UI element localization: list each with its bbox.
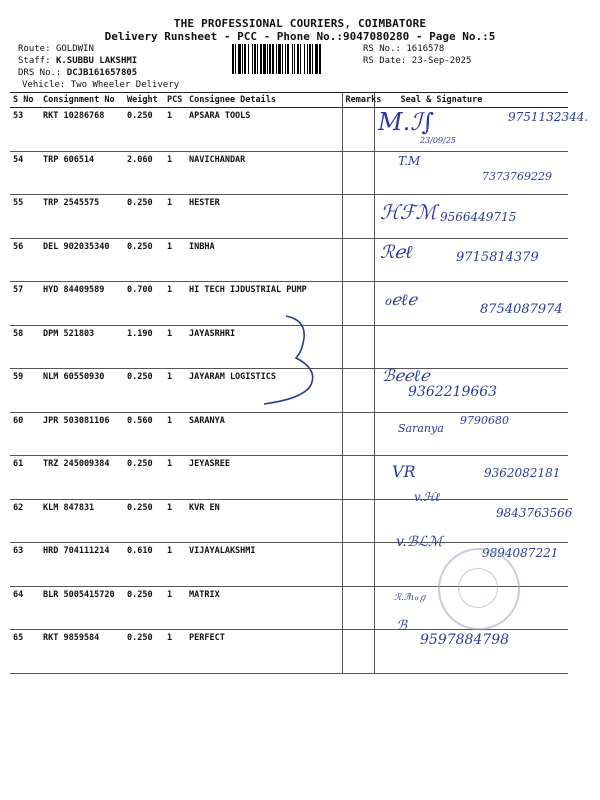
- signature-scribble: v.ℬℒℳ: [396, 534, 443, 550]
- handwritten-phone: 9751132344.: [508, 110, 589, 124]
- vehicle-line: [22, 80, 179, 90]
- cell-remarks: [342, 238, 374, 282]
- vehicle-value: Two Wheeler Delivery: [70, 80, 180, 90]
- cell-pcs: 1: [164, 369, 186, 413]
- col-remarks-header: Remarks: [342, 93, 374, 108]
- cell-consignment: JPR 503081106: [40, 412, 124, 456]
- cell-pcs: 1: [164, 630, 186, 674]
- cell-consignee: SARANYA: [186, 412, 342, 456]
- rs-date-value: 23-Sep-2025: [411, 56, 472, 66]
- cell-sno: 53: [10, 108, 40, 152]
- handwritten-phone: 9362219663: [408, 384, 498, 400]
- cell-sno: 65: [10, 630, 40, 674]
- cell-remarks: [342, 282, 374, 326]
- cell-weight: 0.250: [124, 108, 164, 152]
- handwritten-phone: 7373769229: [482, 170, 552, 183]
- cell-weight: 0.610: [124, 543, 164, 587]
- signature-scribble: v.ℋℓ: [414, 490, 441, 504]
- cell-consignee: PERFECT: [186, 630, 342, 674]
- cell-weight: 0.250: [124, 369, 164, 413]
- drs-line: [18, 68, 137, 78]
- staff-label: Staff:: [18, 56, 51, 66]
- cell-weight: 0.250: [124, 195, 164, 239]
- seal-stamp-inner: [458, 568, 498, 608]
- handwritten-name: T.M: [398, 154, 421, 168]
- handwritten-phone: 8754087974: [480, 302, 563, 317]
- drs-value: DCJB161657805: [66, 68, 138, 78]
- cell-consignment: HRD 704111214: [40, 543, 124, 587]
- cell-pcs: 1: [164, 195, 186, 239]
- cell-consignee: MATRIX: [186, 586, 342, 630]
- handwritten-phone: 9362082181: [484, 466, 561, 480]
- cell-pcs: 1: [164, 456, 186, 500]
- cell-sno: 61: [10, 456, 40, 500]
- handwritten-phone: 9597884798: [420, 632, 510, 648]
- signature-scribble: ℛ.ℐℎℴℊ: [394, 593, 428, 603]
- cell-weight: 0.250: [124, 456, 164, 500]
- signature-scribble: ℬ: [396, 618, 408, 634]
- cell-sno: 58: [10, 325, 40, 369]
- cell-remarks: [342, 543, 374, 587]
- cell-remarks: [342, 412, 374, 456]
- cell-consignment: RKT 9859584: [40, 630, 124, 674]
- cell-sno: 62: [10, 499, 40, 543]
- signature-scribble: ℴℯℓℯ: [384, 290, 417, 309]
- barcode-image: [232, 44, 358, 74]
- rs-no-label: RS No.:: [363, 44, 401, 54]
- signature-scribble: ℋℱℳ: [380, 200, 437, 224]
- col-consignment-header: Consignment No: [40, 93, 124, 108]
- cell-consignee: JAYARAM LOGISTICS: [186, 369, 342, 413]
- signature-scribble: VR: [392, 462, 416, 481]
- cell-consignee: NAVICHANDAR: [186, 151, 342, 195]
- cell-consignment: BLR 5005415720: [40, 586, 124, 630]
- cell-weight: 0.250: [124, 238, 164, 282]
- cell-sno: 63: [10, 543, 40, 587]
- cell-weight: 0.250: [124, 630, 164, 674]
- cell-consignee: HESTER: [186, 195, 342, 239]
- cell-weight: 0.700: [124, 282, 164, 326]
- cell-consignee: APSARA TOOLS: [186, 108, 342, 152]
- col-pcs-header: PCS: [164, 93, 186, 108]
- cell-consignment: NLM 60550930: [40, 369, 124, 413]
- cell-remarks: [342, 195, 374, 239]
- cell-pcs: 1: [164, 108, 186, 152]
- cell-sno: 57: [10, 282, 40, 326]
- cell-signature: [374, 325, 568, 369]
- rs-no-line: [363, 44, 444, 54]
- handwritten-phone: 9790680: [460, 414, 509, 427]
- signature-scribble: ℬℯℯℓℯ: [382, 366, 430, 385]
- cell-consignment: RKT 10286768: [40, 108, 124, 152]
- vehicle-label: Vehicle:: [22, 80, 66, 90]
- cell-sno: 60: [10, 412, 40, 456]
- cell-consignment: TRZ 245009384: [40, 456, 124, 500]
- cell-remarks: [342, 108, 374, 152]
- cell-remarks: [342, 456, 374, 500]
- cell-consignee: VIJAYALAKSHMI: [186, 543, 342, 587]
- signature-scribble: M.ℐ∫: [378, 108, 434, 136]
- cell-consignment: DEL 902035340: [40, 238, 124, 282]
- cell-remarks: [342, 586, 374, 630]
- cell-pcs: 1: [164, 499, 186, 543]
- rs-date-label: RS Date:: [363, 56, 407, 66]
- cell-sno: 55: [10, 195, 40, 239]
- cell-pcs: 1: [164, 282, 186, 326]
- handwritten-phone: 9843763566: [496, 506, 573, 520]
- route-value: GOLDWIN: [55, 44, 94, 54]
- rs-no-value: 1616578: [406, 44, 445, 54]
- route-label: Route:: [18, 44, 51, 54]
- cell-consignment: DPM 521803: [40, 325, 124, 369]
- cell-weight: 0.560: [124, 412, 164, 456]
- cell-pcs: 1: [164, 238, 186, 282]
- cell-remarks: [342, 369, 374, 413]
- cell-remarks: [342, 325, 374, 369]
- table-row: [10, 499, 568, 543]
- cell-weight: 0.250: [124, 499, 164, 543]
- cell-consignment: TRP 606514: [40, 151, 124, 195]
- cell-weight: 1.190: [124, 325, 164, 369]
- handwritten-name: Saranya: [398, 422, 444, 435]
- cell-remarks: [342, 151, 374, 195]
- staff-line: [18, 56, 137, 66]
- runsheet-subtitle: Delivery Runsheet - PCC - Phone No.:9047080280 - Page No.:5: [104, 30, 496, 43]
- cell-consignee: KVR EN: [186, 499, 342, 543]
- route-line: [18, 44, 94, 54]
- cell-pcs: 1: [164, 586, 186, 630]
- cell-consignee: JAYASRHRI: [186, 325, 342, 369]
- cell-consignee: JEYASREE: [186, 456, 342, 500]
- cell-pcs: 1: [164, 543, 186, 587]
- cell-consignment: TRP 2545575: [40, 195, 124, 239]
- cell-sno: 64: [10, 586, 40, 630]
- col-signature-header: Seal & Signature: [374, 93, 568, 108]
- cell-consignee: HI TECH IJDUSTRIAL PUMP: [186, 282, 342, 326]
- signature-scribble: ℛℯℓ: [380, 242, 413, 263]
- cell-pcs: 1: [164, 151, 186, 195]
- rs-date-line: [363, 56, 471, 66]
- cell-remarks: [342, 630, 374, 674]
- cell-pcs: 1: [164, 325, 186, 369]
- cell-sno: 56: [10, 238, 40, 282]
- handwritten-phone: 9715814379: [456, 250, 539, 265]
- bracket-mark: [258, 312, 330, 412]
- drs-label: DRS No.:: [18, 68, 62, 78]
- cell-consignee: INBHA: [186, 238, 342, 282]
- table-header-row: [10, 93, 568, 108]
- cell-consignment: KLM 847831: [40, 499, 124, 543]
- cell-consignment: HYD 84409589: [40, 282, 124, 326]
- col-sno-header: S No: [10, 93, 40, 108]
- cell-sno: 54: [10, 151, 40, 195]
- staff-value: K.SUBBU LAKSHMI: [55, 56, 138, 66]
- col-consignee-header: Consignee Details: [186, 93, 342, 108]
- cell-weight: 2.060: [124, 151, 164, 195]
- cell-sno: 59: [10, 369, 40, 413]
- handwritten-phone: 9566449715: [440, 210, 517, 224]
- handwritten-date: 23/09/25: [420, 136, 456, 145]
- runsheet-title: THE PROFESSIONAL COURIERS, COIMBATORE: [173, 17, 427, 30]
- cell-pcs: 1: [164, 412, 186, 456]
- handwritten-phone: 9894087221: [482, 546, 559, 560]
- cell-remarks: [342, 499, 374, 543]
- cell-weight: 0.250: [124, 586, 164, 630]
- table-row: [10, 108, 568, 152]
- col-weight-header: Weight: [124, 93, 164, 108]
